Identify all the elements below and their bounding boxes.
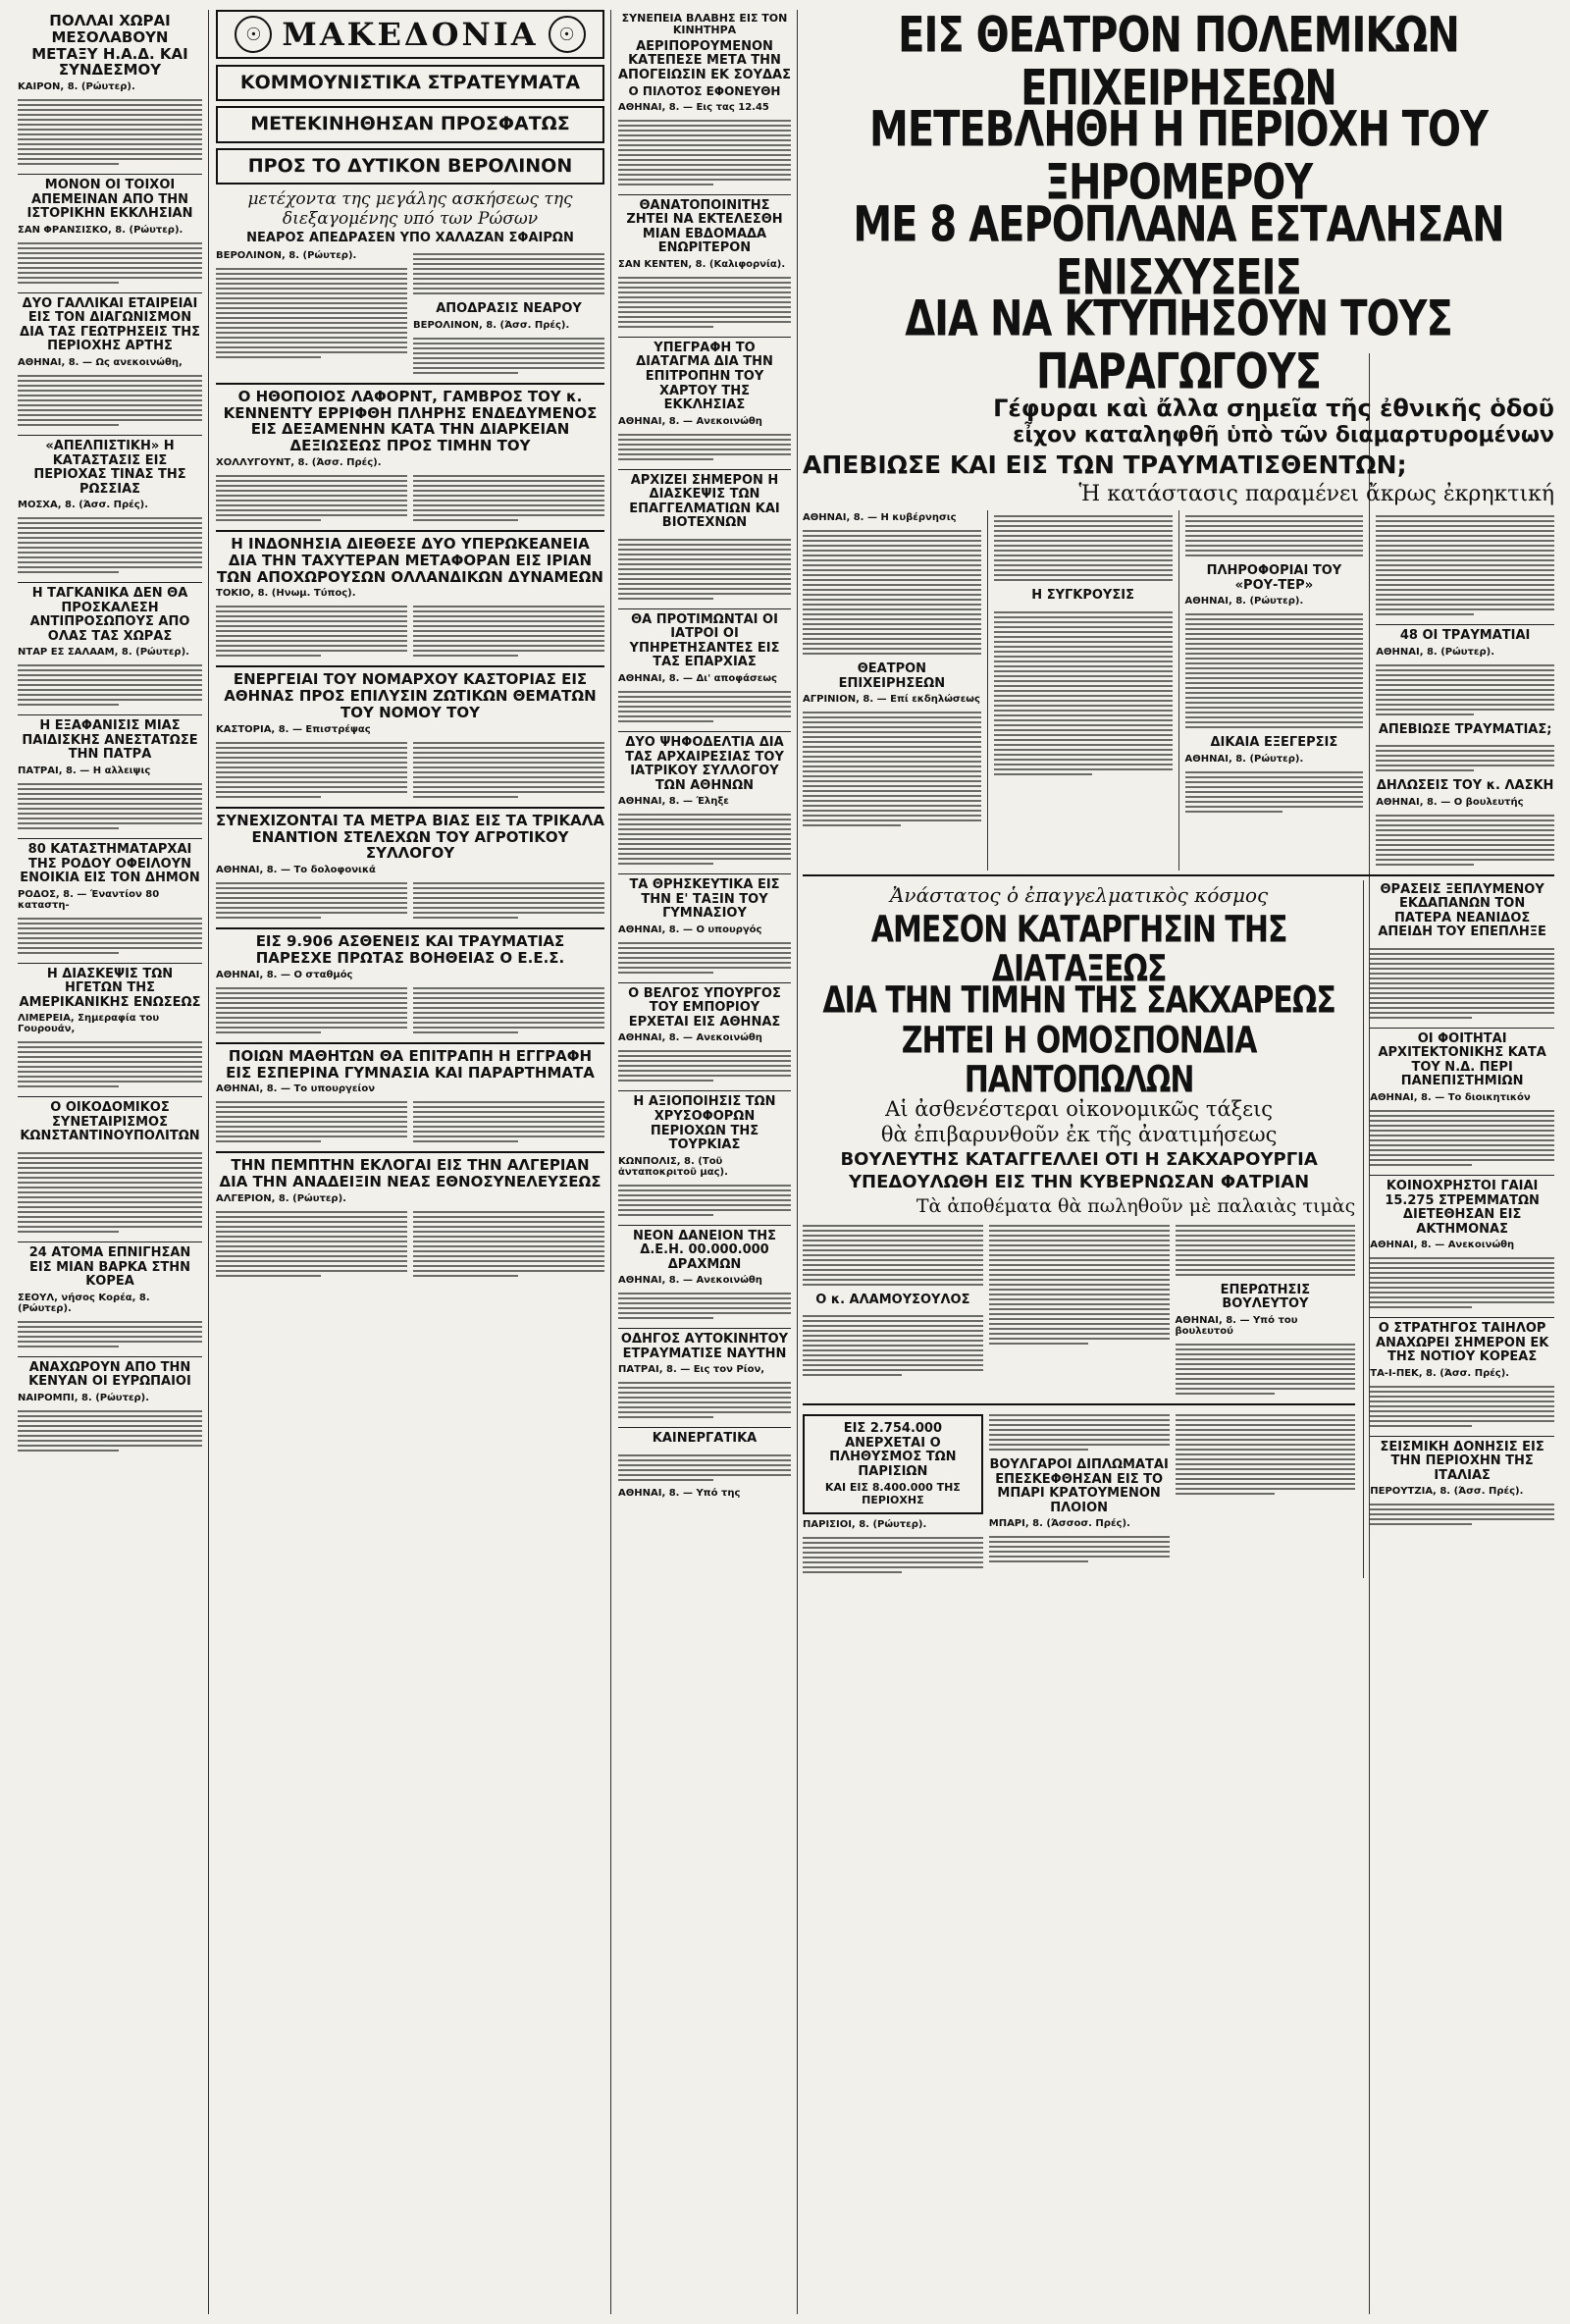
- headline: ΟΙ ΦΟΙΤΗΤΑΙ ΑΡΧΙΤΕΚΤΟΝΙΚΗΣ ΚΑΤΑ ΤΟΥ Ν.Δ. ΠΕΡΙ ΠΑΝΕΠΙΣΤΗΜΙΩΝ: [1378, 1030, 1546, 1089]
- banner-headline: ΜΕΤΕΒΛΗΘΗ Η ΠΕΡΙΟΧΗ ΤΟΥ ΞΗΡΟΜΕΡΟΥ: [869, 101, 1488, 212]
- headline: Ο ΗΘΟΠΟΙΟΣ ΛΑΦΟΡΝΤ, ΓΑΜΒΡΟΣ ΤΟΥ κ. ΚΕΝΝΕΝΤΥ ΕΡΡΙΦΘΗ ΠΛΗΡΗΣ ΕΝΔΕΔΥΜΕΝΟΣ ΕΙΣ ΔΕΞΑΜΕΝΗΝ ΚΑΤΑ ΤΗΝ ΔΙΑΡΚΕΙΑΝ ΔΕΞΙΩΣΕΩΣ ΠΡΟΣ ΤΙΜΗΝ ΤΟΥ: [223, 387, 598, 455]
- headline: Ο ΒΕΛΓΟΣ ΥΠΟΥΡΓΟΣ ΤΟΥ ΕΜΠΟΡΙΟΥ ΕΡΧΕΤΑΙ ΕΙΣ ΑΘΗΝΑΣ: [628, 985, 781, 1030]
- headline: 24 ΑΤΟΜΑ ΕΠΝΙΓΗΣΑΝ ΕΙΣ ΜΙΑΝ ΒΑΡΚΑ ΣΤΗΝ ΚΟΡΕΑ: [28, 1244, 191, 1290]
- banner-headline: ΕΙΣ ΘΕΑΤΡΟΝ ΠΟΛΕΜΙΚΩΝ ΕΠΙΧΕΙΡΗΣΕΩΝ: [898, 10, 1459, 117]
- dateline: ΑΘΗΝΑΙ, 8. — Το διοικητικόν: [1370, 1092, 1531, 1104]
- headline: ΕΙΣ 2.754.000 ΑΝΕΡΧΕΤΑΙ Ο ΠΛΗΘΥΣΜΟΣ ΤΩΝ ΠΑΡΙΣΙΩΝ: [829, 1421, 957, 1479]
- article-body: [618, 1180, 791, 1221]
- headline: Η ΙΝΔΟΝΗΣΙΑ ΔΙΕΘΕΣΕ ΔΥΟ ΥΠΕΡΩΚΕΑΝΕΙΑ ΔΙΑ ΤΗΝ ΤΑΧΥΤΕΡΑΝ ΜΕΤΑΦΟΡΑΝ ΕΙΣ ΙΡΙΑΝ ΤΩΝ ΑΠΟΧΩΡΟΥΣΩΝ ΟΛΛΑΝΔΙΚΩΝ ΔΥΝΑΜΕΩΝ: [217, 535, 603, 586]
- article-body: [18, 512, 202, 578]
- article-body: [618, 429, 791, 465]
- headline: ΘΑ ΠΡΟΤΙΜΩΝΤΑΙ ΟΙ ΙΑΤΡΟΙ ΟΙ ΥΠΗΡΕΤΗΣΑΝΤΕΣ ΕΙΣ ΤΑΣ ΕΠΑΡΧΙΑΣ: [629, 611, 780, 670]
- dateline: ΠΑΤΡΑΙ, 8. — Εις τον Ρίον,: [618, 1364, 765, 1376]
- dateline: ΧΟΛΛΥΓΟΥΝΤ, 8. (Άσσ. Πρές).: [216, 457, 382, 469]
- lower-articles: [803, 1409, 1355, 1578]
- dateline: ΑΘΗΝΑΙ, 8. (Ρώυτερ).: [1376, 646, 1495, 658]
- column-3: [612, 10, 797, 2314]
- article-body: [618, 534, 791, 605]
- article-body: [1176, 1220, 1356, 1281]
- headline: Η ΔΙΑΣΚΕΨΙΣ ΤΩΝ ΗΓΕΤΩΝ ΤΗΣ ΑΜΕΡΙΚΑΝΙΚΗΣ ΕΝΩΣΕΩΣ: [19, 966, 201, 1010]
- headline: ΥΠΕΓΡΑΦΗ ΤΟ ΔΙΑΤΑΓΜΑ ΔΙΑ ΤΗΝ ΕΠΙΤΡΟΠΗΝ ΤΟΥ ΧΑΡΤΟΥ ΤΗΣ ΕΚΚΛΗΣΙΑΣ: [636, 340, 773, 413]
- lead-subheadline: μετέχοντα της μεγάλης ασκήσεως της διεξαγομένης υπό των Ρώσων: [247, 188, 573, 229]
- dateline: ΑΘΗΝΑΙ, 8. — Ο βουλευτής: [1376, 796, 1524, 808]
- column-1: [12, 10, 208, 2314]
- article-body: [18, 660, 202, 711]
- dateline: ΜΠΑΡΙ, 8. (Άσσοσ. Πρές).: [988, 1518, 1130, 1530]
- headline: ΘΑΝΑΤΟΠΟΙΝΙΤΗΣ ΖΗΤΕΙ ΝΑ ΕΚΤΕΛΕΣΘΗ ΜΙΑΝ ΕΒΔΟΜΑΔΑ ΕΝΩΡΙΤΕΡΟΝ: [626, 197, 783, 256]
- article-body: [1185, 766, 1364, 818]
- headline: ΔΥΟ ΓΑΛΛΙΚΑΙ ΕΤΑΙΡΕΙΑΙ ΕΙΣ ΤΟΝ ΔΙΑΓΩΝΙΣΜΟΝ ΔΙΑ ΤΑΣ ΓΕΩΤΡΗΣΕΙΣ ΤΗΣ ΠΕΡΙΟΧΗΣ ΑΡΤΗΣ: [20, 295, 200, 354]
- article-body: [216, 737, 604, 803]
- article-body: [618, 1288, 791, 1324]
- boxed-headline: [803, 1414, 983, 1514]
- headline: ΘΡΑΣΕΙΣ ΞΕΠΛΥΜΕΝΟΥ ΕΚΔΑΠΑΝΩΝ ΤΟΝ ΠΑΤΕΡΑ ΝΕΑΝΙΔΟΣ ΑΠΕΙΔΗ ΤΟΥ ΕΠΕΠΛΗΞΕ: [1378, 881, 1546, 940]
- headline: ΑΕΡΙΠΟΡΟΥΜΕΝΟΝ ΚΑΤΕΠΕΣΕ ΜΕΤΑ ΤΗΝ ΑΠΟΓΕΙΩΣΙΝ ΕΚ ΣΟΥΔΑΣ: [618, 38, 791, 82]
- dateline: ΑΘΗΝΑΙ, 8. — Δι' αποφάσεως: [618, 673, 777, 684]
- subheadline: Τὰ ἀποθέματα θὰ πωληθοῦν μὲ παλαιὰς τιμὰς: [916, 1194, 1356, 1217]
- dateline: ΑΘΗΝΑΙ, 8. — Εις τας 12.45: [618, 101, 769, 113]
- main-area: [799, 10, 1558, 2314]
- article-body: [803, 1310, 983, 1381]
- article-body: [1370, 1381, 1554, 1432]
- dateline: ΤΑ-Ι-ΠΕΚ, 8. (Άσσ. Πρές).: [1370, 1367, 1510, 1379]
- dateline: ΜΟΣΧΑ, 8. (Άσσ. Πρές).: [18, 500, 149, 511]
- subheadline: θὰ ἐπιβαρυνθοῦν ἐκ τῆς ἀνατιμήσεως: [880, 1123, 1278, 1147]
- headline: 80 ΚΑΤΑΣΤΗΜΑΤΑΡΧΑΙ ΤΗΣ ΡΟΔΟΥ ΟΦΕΙΛΟΥΝ ΕΝΟΙΚΙΑ ΕΙΣ ΤΟΝ ΔΗΜΟΝ: [20, 842, 200, 886]
- article-body: [1376, 510, 1554, 620]
- article-body: [18, 1036, 202, 1092]
- headline: ΕΙΣ 9.906 ΑΣΘΕΝΕΙΣ ΚΑΙ ΤΡΑΥΜΑΤΙΑΣ ΠΑΡΕΣΧΕ ΠΡΩΤΑΣ ΒΟΗΘΕΙΑΣ Ο Ε.Ε.Σ.: [255, 932, 565, 968]
- article-body: [803, 525, 981, 660]
- headline: ΤΑ ΘΡΗΣΚΕΥΤΙΚΑ ΕΙΣ ΤΗΝ Ε' ΤΑΞΙΝ ΤΟΥ ΓΥΜΝΑΣΙΟΥ: [629, 877, 780, 922]
- headline: ΑΝΑΧΩΡΟΥΝ ΑΠΟ ΤΗΝ ΚΕΝΥΑΝ ΟΙ ΕΥΡΩΠΑΙΟΙ: [28, 1359, 191, 1390]
- masthead: [216, 10, 604, 59]
- article-body: [618, 1450, 791, 1486]
- dateline: ΚΑΙΡΟΝ, 8. (Ρώυτερ).: [18, 81, 135, 93]
- article-body: [989, 1220, 1170, 1349]
- lead-headline-line: ΠΡΟΣ ΤΟ ΔΥΤΙΚΟΝ ΒΕΡΟΛΙΝΟΝ: [247, 154, 573, 177]
- article-body: [18, 370, 202, 431]
- article-body: [1370, 943, 1554, 1024]
- dateline: ΑΘΗΝΑΙ, 8. — Το δολοφονικά: [216, 865, 376, 876]
- dateline: ΣΕΟΥΛ, νήσος Κορέα, 8. (Ρώυτερ).: [18, 1292, 150, 1314]
- dateline: ΑΘΗΝΑΙ, 8. — Ανεκοινώθη: [618, 1032, 762, 1044]
- article-body: [618, 937, 791, 978]
- dateline: ΡΟΔΟΣ, 8. — Έναντίον 80 καταστη-: [18, 888, 160, 911]
- headline: ΠΟΛΛΑΙ ΧΩΡΑΙ ΜΕΣΟΛΑΒΟΥΝ ΜΕΤΑΞΥ Η.Α.Δ. ΚΑΙ ΣΥΝΔΕΣΜΟΥ: [31, 12, 188, 79]
- dateline: ΠΑΡΙΣΙΟΙ, 8. (Ρώυτερ).: [803, 1518, 927, 1530]
- headline: ΤΗΝ ΠΕΜΠΤΗΝ ΕΚΛΟΓΑΙ ΕΙΣ ΤΗΝ ΑΛΓΕΡΙΑΝ ΔΙΑ ΤΗΝ ΑΝΑΔΕΙΞΙΝ ΝΕΑΣ ΕΘΝΟΣΥΝΕΛΕΥΣΕΩΣ: [219, 1156, 602, 1191]
- headline: ΑΡΧΙΖΕΙ ΣΗΜΕΡΟΝ Η ΔΙΑΣΚΕΨΙΣ ΤΩΝ ΕΠΑΓΓΕΛΜΑΤΙΩΝ ΚΑΙ ΒΙΟΤΕΧΝΩΝ: [629, 472, 780, 531]
- column-rule: [797, 10, 798, 2314]
- dateline: ΑΘΗΝΑΙ, 8. — Το υπουργείον: [216, 1083, 376, 1095]
- headline: ΠΟΙΩΝ ΜΑΘΗΤΩΝ ΘΑ ΕΠΙΤΡΑΠΗ Η ΕΓΓΡΑΦΗ ΕΙΣ ΕΣΠΕΡΙΝΑ ΓΥΜΝΑΣΙΑ ΚΑΙ ΠΑΡΑΡΤΗΜΑΤΑ: [226, 1046, 595, 1082]
- dateline: ΑΘΗΝΑΙ, 8. — Ο υπουργός: [618, 924, 762, 935]
- dateline: ΠΕΡΟΥΤΖΙΑ, 8. (Άσσ. Πρές).: [1370, 1486, 1524, 1498]
- section-heading: ΠΛΗΡΟΦΟΡΙΑΙ ΤΟΥ «ΡΟΥ-ΤΕΡ»: [1206, 563, 1342, 593]
- article-body: [18, 913, 202, 959]
- dateline: ΣΑΝ ΦΡΑΝΣΙΣΚΟ, 8. (Ρώυτερ).: [18, 224, 183, 236]
- column-2: [210, 10, 610, 2314]
- article-body: [1185, 510, 1364, 561]
- dateline: ΑΘΗΝΑΙ, 8. — Ανεκοινώθη: [1370, 1240, 1515, 1251]
- article-body: [1376, 660, 1554, 720]
- dateline: ΠΑΤΡΑΙ, 8. — Η αλλειψις: [18, 766, 151, 777]
- subheadline: Αἱ ἀσθενέστεραι οἰκονομικῶς τάξεις: [885, 1096, 1274, 1121]
- article-body: [1376, 740, 1554, 776]
- dateline: ΑΘΗΝΑΙ, 8. — Υπό της: [618, 1487, 741, 1499]
- headline: Η ΑΞΙΟΠΟΙΗΣΙΣ ΤΩΝ ΧΡΥΣΟΦΟΡΩΝ ΠΕΡΙΟΧΩΝ ΤΗΣ ΤΟΥΡΚΙΑΣ: [633, 1094, 776, 1153]
- article-body: [216, 1096, 604, 1147]
- dateline: ΝΑΙΡΟΜΠΙ, 8. (Ρώυτερ).: [18, 1392, 150, 1403]
- banner-headline: ΔΙΑ ΝΑ ΚΤΥΠΗΣΟΥΝ ΤΟΥΣ ΠΑΡΑΓΩΓΟΥΣ: [905, 290, 1452, 401]
- emblem-icon: ☉: [235, 16, 272, 53]
- newspaper-title: ΜΑΚΕΔΟΝΙΑ: [282, 16, 539, 53]
- column-rule: [208, 10, 209, 2314]
- lead-headline-line: ΚΟΜΜΟΥΝΙΣΤΙΚΑ ΣΤΡΑΤΕΥΜΑΤΑ: [239, 72, 581, 93]
- dateline: ΤΟΚΙΟ, 8. (Ηνωμ. Τύπος).: [216, 588, 356, 600]
- headline: ΣΕΙΣΜΙΚΗ ΔΟΝΗΣΙΣ ΕΙΣ ΤΗΝ ΠΕΡΙΟΧΗΝ ΤΗΣ ΙΤΑΛΙΑΣ: [1380, 1439, 1544, 1483]
- article-body: [18, 238, 202, 289]
- article-body: [1376, 810, 1554, 871]
- article-body: [1370, 1252, 1554, 1313]
- article-body: [618, 1377, 791, 1423]
- article-body: [1176, 1339, 1356, 1400]
- dateline: ΑΛΓΕΡΙΟΝ, 8. (Ρώυτερ).: [216, 1193, 346, 1205]
- article-body: [216, 982, 604, 1038]
- article-body: [18, 1405, 202, 1456]
- lead-story-body: [803, 510, 1554, 871]
- banner-headline: ΜΕ 8 ΑΕΡΟΠΛΑΝΑ ΕΣΤΑΛΗΣΑΝ ΕΝΙΣΧΥΣΕΙΣ: [853, 196, 1504, 306]
- kicker: Ἀνάστατος ὁ ἐπαγγελματικὸς κόσμος: [889, 882, 1269, 907]
- headline: ΕΝΕΡΓΕΙΑΙ ΤΟΥ ΝΟΜΑΡΧΟΥ ΚΑΣΤΟΡΙΑΣ ΕΙΣ ΑΘΗΝΑΣ ΠΡΟΣ ΕΠΙΛΥΣΙΝ ΖΩΤΙΚΩΝ ΘΕΜΑΤΩΝ ΤΟΥ ΝΟΜΟΥ ΤΟΥ: [224, 670, 597, 722]
- article-body: [216, 470, 604, 526]
- dateline: ΚΑΣΤΟΡΙΑ, 8. — Επιστρέψας: [216, 723, 371, 735]
- dateline: ΣΑΝ ΚΕΝΤΕΝ, 8. (Καλιφορνία).: [618, 258, 786, 270]
- article-body: [216, 263, 407, 363]
- article-body: [1176, 1409, 1356, 1500]
- subheadline: εἶχον καταληφθῆ ὑπὸ τῶν διαμαρτυρομένων: [1013, 423, 1554, 449]
- lead-headline-box: [216, 148, 604, 185]
- banner-headline: ΖΗΤΕΙ Η ΟΜΟΣΠΟΝΔΙΑ ΠΑΝΤΟΠΩΛΩΝ: [901, 1019, 1257, 1102]
- dateline: ΛΙΜΕΡΕΙΑ, Σημεραφία του Γουρουάν,: [18, 1013, 160, 1035]
- lead-subheadline-2: ΝΕΑΡΟΣ ΑΠΕΔΡΑΣΕΝ ΥΠΟ ΧΑΛΑΖΑΝ ΣΦΑΙΡΩΝ: [246, 230, 574, 245]
- subheadline: Ο ΠΙΛΟΤΟΣ ΕΦΟΝΕΥΘΗ: [628, 84, 781, 99]
- dateline: ΑΘΗΝΑΙ, 8. — Υπό του βουλευτού: [1175, 1315, 1298, 1338]
- article-body: [413, 248, 604, 299]
- section-heading: ΔΗΛΩΣΕΙΣ ΤΟΥ κ. ΛΑΣΚΗ: [1376, 778, 1554, 794]
- section-heading: ΘΕΑΤΡΟΝ ΕΠΙΧΕΙΡΗΣΕΩΝ: [838, 661, 946, 691]
- banner-headline: ΑΜΕΣΟΝ ΚΑΤΑΡΓΗΣΙΝ ΤΗΣ ΔΙΑΤΑΞΕΩΣ: [870, 908, 1287, 991]
- article-body: [803, 1532, 983, 1578]
- section-heading: ΑΠΕΒΙΩΣΕ ΤΡΑΥΜΑΤΙΑΣ;: [1378, 721, 1552, 737]
- section-heading: Η ΣΥΓΚΡΟΥΣΙΣ: [1031, 588, 1134, 603]
- section-heading: Ο κ. ΑΛΑΜΟΥΣΟΥΛΟΣ: [815, 1292, 970, 1307]
- article-body: [989, 1409, 1170, 1455]
- article-body: [618, 272, 791, 333]
- dateline: ΒΕΡΟΛΙΝΟΝ, 8. (Ρώυτερ).: [216, 250, 357, 262]
- lower-section: [803, 880, 1554, 1578]
- lead-article: [216, 248, 604, 379]
- article-body: [1185, 608, 1364, 733]
- section-heading: ΕΠΕΡΩΤΗΣΙΣ ΒΟΥΛΕΥΤΟΥ: [1220, 1282, 1311, 1312]
- lead-headline-box: [216, 65, 604, 101]
- headline: ΔΥΟ ΨΗΦΟΔΕΛΤΙΑ ΔΙΑ ΤΑΣ ΑΡΧΑΙΡΕΣΙΑΣ ΤΟΥ ΙΑΤΡΙΚΟΥ ΣΥΛΛΟΓΟΥ ΤΩΝ ΑΘΗΝΩΝ: [625, 735, 784, 793]
- article-body: [18, 94, 202, 170]
- article-body: [18, 1316, 202, 1352]
- dateline: ΑΘΗΝΑΙ, 8. — Ανεκοινώθη: [618, 1275, 762, 1287]
- dateline: ΑΘΗΝΑΙ, 8. (Ρώυτερ).: [1184, 596, 1304, 607]
- banner-headline: ΔΙΑ ΤΗΝ ΤΙΜΗΝ ΤΗΣ ΣΑΚΧΑΡΕΩΣ: [822, 978, 1335, 1023]
- headline: «ΑΠΕΛΠΙΣΤΙΚΗ» Η ΚΑΤΑΣΤΑΣΙΣ ΕΙΣ ΠΕΡΙΟΧΑΣ ΤΙΝΑΣ ΤΗΣ ΡΩΣΣΙΑΣ: [33, 439, 186, 497]
- section-heading: ΚΑΙΝΕΡΓΑΤΙΚΑ: [652, 1431, 758, 1447]
- article-body: [803, 1220, 983, 1291]
- column-rule: [610, 10, 611, 2314]
- dateline: ΚΩΝΠΟΛΙΣ, 8. (Τοῦ ἀνταποκριτοῦ μας).: [618, 1155, 728, 1178]
- article-body: [1370, 1105, 1554, 1171]
- article-body: [618, 115, 791, 190]
- headline: Ο ΣΤΡΑΤΗΓΟΣ ΤΑΙΗΛΟΡ ΑΝΑΧΩΡΕΙ ΣΗΜΕΡΟΝ ΕΚ ΤΗΣ ΝΟΤΙΟΥ ΚΟΡΕΑΣ: [1375, 1321, 1549, 1365]
- dateline: ΝΤΑΡ ΕΣ ΣΑΛΑΑΜ, 8. (Ρώυτερ).: [18, 647, 189, 659]
- dateline: ΑΓΡΙΝΙΟΝ, 8. — Επί εκδηλώσεως: [803, 694, 980, 706]
- headline: ΝΕΟΝ ΔΑΝΕΙΟΝ ΤΗΣ Δ.Ε.Η. 00.000.000 ΔΡΑΧΜΩΝ: [632, 1228, 777, 1272]
- article-columns: [803, 1220, 1355, 1400]
- kicker: ΣΥΝΕΠΕΙΑ ΒΛΑΒΗΣ ΕΙΣ ΤΟΝ ΚΙΝΗΤΗΡΑ: [621, 12, 788, 37]
- lead-headline-box: [216, 106, 604, 142]
- article-body: [216, 877, 604, 924]
- subheadline: ΥΠΕΔΟΥΛΩΘΗ ΕΙΣ ΤΗΝ ΚΥΒΕΡΝΩΣΑΝ ΦΑΤΡΙΑΝ: [848, 1171, 1310, 1192]
- article-body: [413, 333, 604, 379]
- section-heading: ΔΙΚΑΙΑ ΕΞΕΓΕΡΣΙΣ: [1210, 735, 1338, 751]
- dateline: ΑΘΗΝΑΙ, 8. — Η κυβέρνησις: [803, 512, 957, 523]
- headline: ΜΟΝΟΝ ΟΙ ΤΟΙΧΟΙ ΑΠΕΜΕΙΝΑΝ ΑΠΟ ΤΗΝ ΙΣΤΟΡΙΚΗΝ ΕΚΚΛΗΣΙΑΝ: [26, 178, 193, 222]
- subheadline: Ἡ κατάστασις παραμένει ἄκρως ἐκρηκτική: [1078, 482, 1554, 506]
- headline: Η ΕΞΑΦΑΝΙΣΙΣ ΜΙΑΣ ΠΑΙΔΙΣΚΗΣ ΑΝΕΣΤΑΤΩΣΕ ΤΗΝ ΠΑΤΡΑ: [22, 718, 198, 763]
- dateline: ΑΘΗΝΑΙ, 8. (Ρώυτερ).: [1184, 753, 1304, 765]
- dateline: ΑΘΗΝΑΙ, 8. — Ως ανεκοινώθη,: [18, 357, 183, 369]
- dateline: ΑΘΗΝΑΙ, 8. — Ανεκοινώθη: [618, 415, 762, 427]
- column-7-lower: [1364, 880, 1554, 1578]
- subheadline: ΒΟΥΛΕΥΤΗΣ ΚΑΤΑΓΓΕΛΛΕΙ ΟΤΙ Η ΣΑΚΧΑΡΟΥΡΓΙΑ: [840, 1148, 1318, 1170]
- headline: ΟΔΗΓΟΣ ΑΥΤΟΚΙΝΗΤΟΥ ΕΤΡΑΥΜΑΤΙΣΕ ΝΑΥΤΗΝ: [620, 1332, 789, 1361]
- article-body: [18, 1147, 202, 1238]
- subheadline: ΚΑΙ ΕΙΣ 8.400.000 ΤΗΣ ΠΕΡΙΟΧΗΣ: [824, 1481, 961, 1506]
- article-body: [803, 707, 981, 831]
- article-body: [18, 778, 202, 834]
- lead-headline-line: ΜΕΤΕΚΙΝΗΘΗΣΑΝ ΠΡΟΣΦΑΤΩΣ: [250, 113, 570, 135]
- section-heading: ΑΠΟΔΡΑΣΙΣ ΝΕΑΡΟΥ: [436, 301, 582, 317]
- article-body: [618, 1045, 791, 1086]
- headline: ΣΥΝΕΧΙΖΟΝΤΑΙ ΤΑ ΜΕΤΡΑ ΒΙΑΣ ΕΙΣ ΤΑ ΤΡΙΚΑΛΑ ΕΝΑΝΤΙΟΝ ΣΤΕΛΕΧΩΝ ΤΟΥ ΑΓΡΟΤΙΚΟΥ ΣΥΛΛΟΓΟΥ: [216, 811, 604, 863]
- article-body: [989, 1531, 1170, 1567]
- dateline: ΑΘΗΝΑΙ, 8. — Ο σταθμός: [216, 969, 353, 980]
- article-body: [216, 1206, 604, 1282]
- article-body: [618, 809, 791, 870]
- dateline: ΑΘΗΝΑΙ, 8. — Έληξε: [618, 796, 729, 808]
- subheadline: Γέφυραι καὶ ἄλλα σημεῖα τῆς ἐθνικῆς ὁδοῦ: [993, 394, 1554, 422]
- emblem-icon: ☉: [549, 16, 586, 53]
- article-body: [994, 510, 1173, 586]
- article-body: [1370, 1499, 1554, 1530]
- headline: ΒΟΥΛΓΑΡΟΙ ΔΙΠΛΩΜΑΤΑΙ ΕΠΕΣΚΕΦΘΗΣΑΝ ΕΙΣ ΤΟ ΜΠΑΡΙ ΚΡΑΤΟΥΜΕΝΟΝ ΠΛΟΙΟΝ: [989, 1457, 1169, 1515]
- headline: Ο ΟΙΚΟΔΟΜΙΚΟΣ ΣΥΝΕΤΑΙΡΙΣΜΟΣ ΚΩΝΣΤΑΝΤΙΝΟΥΠΟΛΙΤΩΝ: [20, 1100, 200, 1144]
- article-body: [994, 607, 1173, 780]
- subheadline: ΑΠΕΒΙΩΣΕ ΚΑΙ ΕΙΣ ΤΩΝ ΤΡΑΥΜΑΤΙΣΘΕΝΤΩΝ;: [803, 450, 1407, 479]
- headline: Η ΤΑΓΚΑΝΙΚΑ ΔΕΝ ΘΑ ΠΡΟΣΚΑΛΕΣΗ ΑΝΤΙΠΡΟΣΩΠΟΥΣ ΑΠΟ ΟΛΑΣ ΤΑΣ ΧΩΡΑΣ: [29, 586, 190, 644]
- article-body: [618, 686, 791, 727]
- headline: ΚΟΙΝΟΧΡΗΣΤΟΙ ΓΑΙΑΙ 15.275 ΣΤΡΕΜΜΑΤΩΝ ΔΙΕΤΕΘΗΣΑΝ ΕΙΣ ΑΚΤΗΜΟΝΑΣ: [1385, 1179, 1540, 1237]
- dateline: ΒΕΡΟΛΙΝΟΝ, 8. (Άσσ. Πρές).: [413, 319, 570, 331]
- article-body: [216, 601, 604, 661]
- section-heading: 48 ΟΙ ΤΡΑΥΜΑΤΙΑΙ: [1399, 628, 1531, 643]
